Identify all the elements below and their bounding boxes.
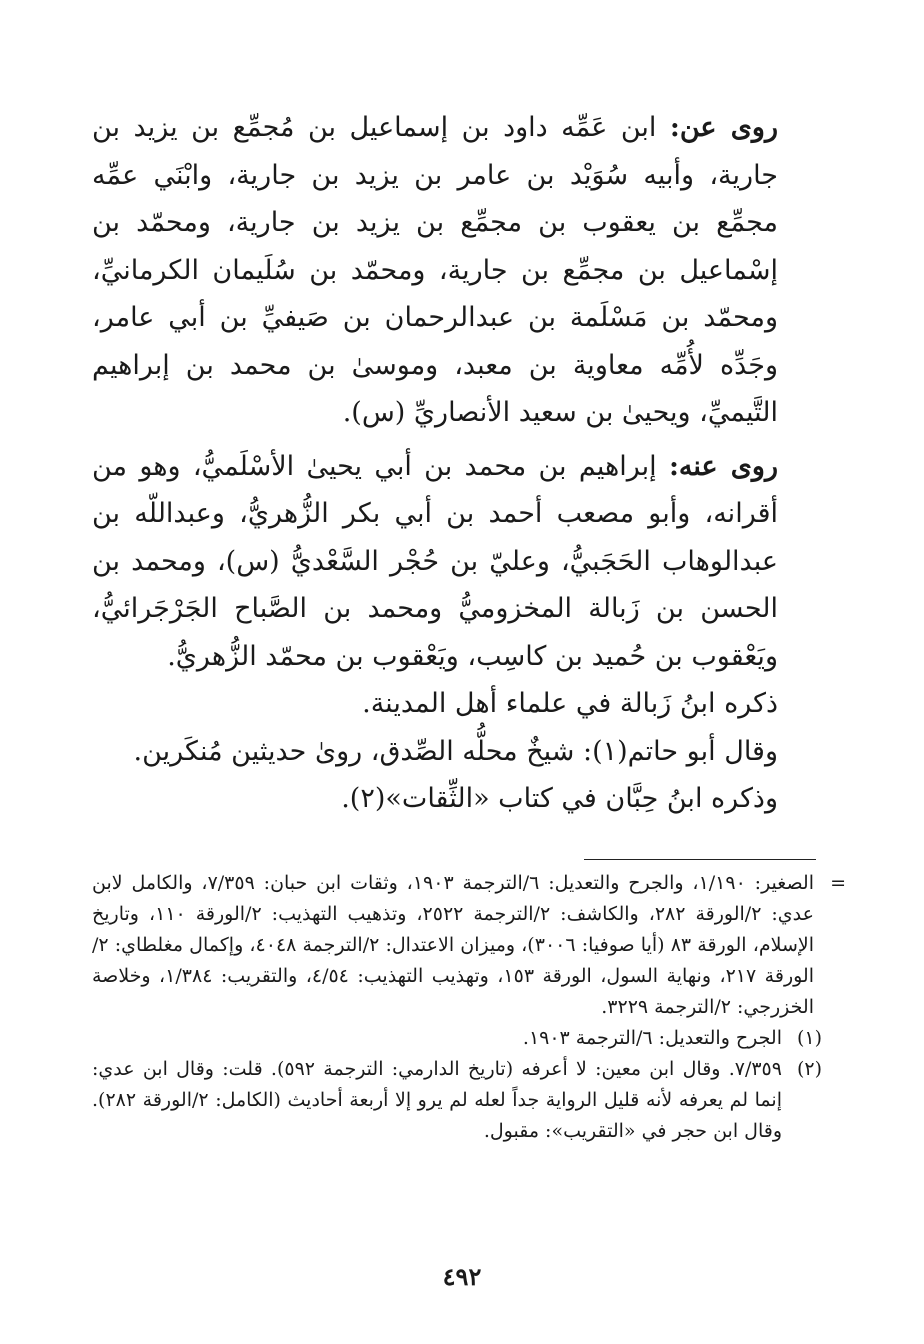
narrated-by-paragraph [92, 443, 814, 681]
footnote-2 [92, 1054, 822, 1147]
footnote-1-text: الجرح والتعديل: ٦/الترجمة ١٩٠٣. [522, 1027, 782, 1049]
footnote-separator [584, 859, 816, 860]
footnote-continuation [92, 868, 846, 1023]
text-line-3: وذكره ابنُ حِبَّان في كتاب «الثِّقات»(٢). [341, 783, 778, 814]
continuation-mark: = [830, 872, 846, 894]
page-number: ٤٩٢ [442, 1262, 482, 1291]
text-line-1: ذكره ابنُ زَبالة في علماء أهل المدينة. [362, 688, 778, 719]
footnote-continuation-text: الصغير: ١/١٩٠، والجرح والتعديل: ٦/الترجمة ١٩٠٣، وثقات ابن حبان: ٧/٣٥٩، والكامل لابن عدي: ٢/الورقة ٢٨٢، والكاشف: ٢/الترجمة ٢٥٢٢، وتذهيب التهذيب: ٢/الورقة ١١٠، وتاريخ الإسلام، الورقة ٨٣ (أيا صوفيا: ٣٠٠٦)، وميزان الاعتدال: ٢/الترجمة ٤٠٤٨، وإكمال مغلطاي: ٢/الورقة ٢١٧، ونهاية السول، الورقة ١٥٣، وتهذيب التهذيب: ٤/٥٤، والتقريب: ١/٣٨٤، وخلاصة الخزرجي: ٢/الترجمة ٣٢٢٩. [92, 872, 815, 1018]
footnote-1-number: (١) [796, 1027, 822, 1049]
narrators-from-text: ابن عَمِّه داود بن إسماعيل بن مُجمِّع بن يزيد بن جارية، وأبيه سُوَيْد بن عامر بن يزيد بن جارية، وابْنَي عمِّه مجمِّع بن يعقوب بن مجمِّع بن يزيد بن جارية، ومحمّد بن إسْماعيل بن مجمِّع بن جارية، ومحمّد بن سُلَيمان الكرمانيِّ، ومحمّد بن مَسْلَمة بن عبدالرحمان بن صَيفيِّ بن أبي عامر، وجَدِّه لأُمِّه معاوية بن معبد، وموسىٰ بن محمد بن إبراهيم التَّيميِّ، ويحيىٰ بن سعيد الأنصاريِّ (س). [92, 112, 778, 428]
narrated-by-label: روى عنه: [668, 450, 778, 482]
footnotes [92, 868, 846, 1147]
footnote-2-number: (٢) [796, 1058, 822, 1080]
footnote-2-text: ٧/٣٥٩. وقال ابن معين: لا أعرفه (تاريخ الدارمي: الترجمة ٥٩٢). قلت: وقال ابن عدي: إنما لم يعرفه لأنه قليل الرواية جداً لعله لم يرو إلا أربعة أحاديث (الكامل: ٢/الورقة ٢٨٢). وقال ابن حجر في «التقريب»: مقبول. [92, 1058, 782, 1142]
footnote-1 [92, 1023, 822, 1054]
text-line-2: وقال أبو حاتم(١): شيخٌ محلُّه الصِّدق، روىٰ حديثين مُنكَرين. [133, 735, 778, 767]
narrators-from-label: روى عن: [669, 112, 778, 143]
narrators-from-paragraph [92, 104, 814, 437]
main-text [92, 104, 814, 823]
narrated-by-text: إبراهيم بن محمد بن أبي يحيىٰ الأسْلَميُّ، وهو من أقرانه، وأبو مصعب أحمد بن أبي بكر الزُّهريُّ، وعبداللّه بن عبدالوهاب الحَجَبيُّ، وعليّ بن حُجْر السَّعْديُّ (س)، ومحمد بن الحسن بن زَبالة المخزوميُّ ومحمد بن الصَّباح الجَرْجَرائيُّ، ويَعْقوب بن حُميد بن كاسِب، ويَعْقوب بن محمّد الزُّهريُّ. [92, 450, 779, 672]
